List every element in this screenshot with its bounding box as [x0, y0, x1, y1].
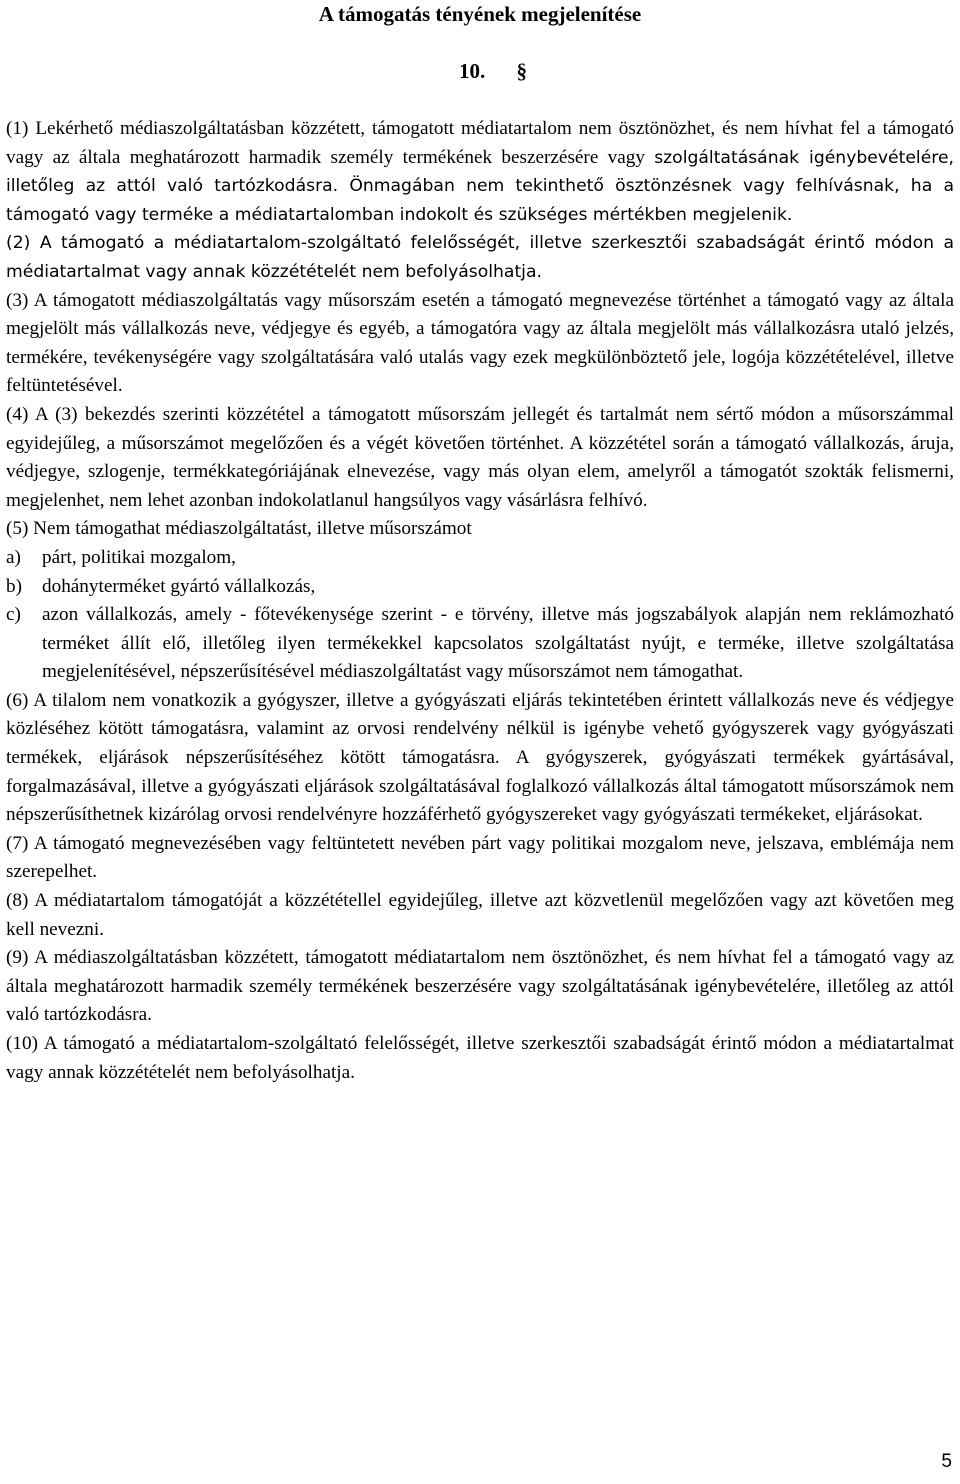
- section-sign: §: [516, 59, 527, 83]
- paragraph-1-part-2: szolgáltatásának igénybevételére, illetőleg az attól való tartózkodásra. Önmagában nem tekinthető ösztönzésnek vagy felhívásnak, ha a támogató vagy terméke a médiatartalomban indokolt és szükséges mértékben megjelenik.: [6, 147, 954, 225]
- section-number: 10.: [459, 59, 486, 83]
- paragraph-2: (2) A támogató a médiatartalom-szolgáltató felelősségét, illetve szerkesztői szabadságát érintő módon a médiatartalmat vagy annak közzétételét nem befolyásolhatja.: [6, 233, 954, 282]
- paragraph-8: (8) A médiatartalom támogatóját a közzététellel egyidejűleg, illetve azt közvetlenül megelőzően vagy azt követően meg kell nevezni.: [6, 890, 954, 940]
- page-number: 5: [941, 1451, 952, 1472]
- section-heading: [0, 57, 960, 85]
- paragraph-1-part-1: (1) Lekérhető médiaszolgáltatásban közzétett, támogatott médiatartalom nem ösztönözhet, és nem hívhat fel a támogató vagy az általa meghatározott harmadik személy termékének beszerzésére vagy: [6, 118, 954, 168]
- list-item-mark: c): [6, 604, 21, 626]
- list-item: [6, 573, 954, 602]
- paragraph-5-intro: (5) Nem támogathat médiaszolgáltatást, illetve műsorszámot: [6, 518, 472, 540]
- paragraph-4: (4) A (3) bekezdés szerinti közzététel a támogatott műsorszám jellegét és tartalmát nem sértő módon a műsorszámmal egyidejűleg, a műsorszámot megelőzően és a végét követően történhet. A közzététel során a támogató vállalkozás, áruja, védjegye, szlogenje, termékkategóriájának elnevezése, vagy más olyan elem, amelyről a támogatót szokták felismerni, megjelenhet, nem lehet azonban indokolatlanul hangsúlyos vagy vásárlásra felhívó.: [6, 403, 954, 511]
- paragraph-1: [6, 115, 954, 229]
- paragraph-9: (9) A médiaszolgáltatásban közzétett, támogatott médiatartalom nem ösztönözhet, és nem hívhat fel a támogató vagy az általa meghatározott harmadik személy termékének beszerzésére vagy szolgáltatásának igénybevételére, illetőleg az attól való tartózkodásra.: [6, 947, 954, 1026]
- list-item: [6, 601, 954, 687]
- list-item-mark: b): [6, 575, 22, 597]
- document-body: [6, 115, 954, 1087]
- paragraph-7: (7) A támogató megnevezésében vagy feltüntetett nevében párt vagy politikai mozgalom neve, jelszava, emblémája nem szerepelhet.: [6, 832, 954, 883]
- paragraph-10: (10) A támogató a médiatartalom-szolgáltató felelősségét, illetve szerkesztői szabadságát érintő módon a médiatartalmat vagy annak közzétételét nem befolyásolhatja.: [6, 1033, 954, 1083]
- list-item-text: párt, politikai mozgalom,: [42, 546, 236, 568]
- paragraph-3: (3) A támogatott médiaszolgáltatás vagy műsorszám esetén a támogató megnevezése történhet a támogató vagy az általa megjelölt más vállalkozás neve, védjegye és egyéb, a támogatóra vagy az általa megjelölt más vállalkozásra utaló jelzés, termékére, tevékenységére vagy szolgáltatására való utalás vagy ezek megkülönböztető jele, logója közzétételével, illetve feltüntetésével.: [6, 289, 954, 397]
- list-item-mark: a): [6, 546, 21, 568]
- page-title: A támogatás tényének megjelenítése: [318, 2, 642, 26]
- list-item: [6, 544, 954, 573]
- list-item-text: azon vállalkozás, amely - főtevékenysége szerint - e törvény, illetve más jogszabályok alapján nem reklámozható terméket állít elő, illetőleg ilyen termékekkel kapcsolatos szolgáltatást nyújt, e terméke, illetve szolgáltatása megjelenítésével, népszerűsítésével médiaszolgáltatást vagy műsorszámot nem támogathat.: [42, 604, 954, 683]
- list-item-text: dohányterméket gyártó vállalkozás,: [42, 575, 316, 597]
- paragraph-6: (6) A tilalom nem vonatkozik a gyógyszer, illetve a gyógyászati eljárás tekintetében érintett vállalkozás neve és védjegye közléséhez kötött támogatásra, valamint az orvosi rendelvény nélkül is igénybe vehető gyógyszerek vagy gyógyászati termékek, eljárások népszerűsítéséhez kötött támogatásra. A gyógyszerek, gyógyászati termékek gyártásával, forgalmazásával, illetve a gyógyászati eljárások szolgáltatásával foglalkozó vállalkozás által támogatott műsorszámok nem népszerűsíthetnek kizárólag orvosi rendelvényre hozzáférhető gyógyszereket vagy gyógyászati termékeket, eljárásokat.: [6, 689, 954, 826]
